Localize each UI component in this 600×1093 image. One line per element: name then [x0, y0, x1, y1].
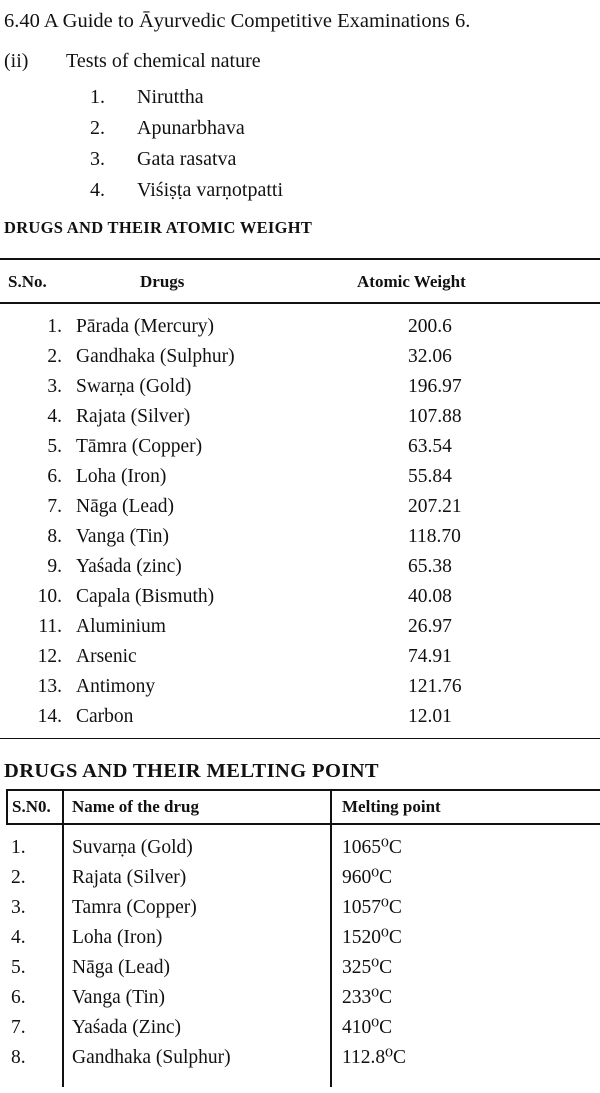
melting-point-title: DRUGS AND THEIR MELTING POINT	[4, 760, 379, 782]
row-number: 4.	[11, 927, 26, 948]
drug-name: Loha (Iron)	[63, 923, 331, 953]
atomic-weight: 196.97	[408, 376, 462, 397]
table-cell-spacer	[7, 1073, 63, 1087]
atomic-weight: 65.38	[408, 556, 452, 577]
table-row	[0, 492, 600, 522]
table-row	[7, 1013, 600, 1043]
table-row	[0, 702, 600, 732]
table-row	[0, 462, 600, 492]
table2-header-sno: S.N0.	[7, 790, 63, 824]
melting-point-table	[6, 789, 600, 1087]
melting-point: 1057⁰C	[331, 893, 600, 923]
atomic-weight: 63.54	[408, 436, 452, 457]
row-number: 5.	[47, 436, 62, 457]
atomic-weight: 32.06	[408, 346, 452, 367]
drug-name: Capala (Bismuth)	[76, 586, 215, 607]
atomic-weight: 118.70	[408, 526, 461, 547]
drug-name: Carbon	[76, 706, 134, 727]
table-row	[0, 552, 600, 582]
atomic-weight: 121.76	[408, 676, 462, 697]
table-row	[7, 893, 600, 923]
row-number: 7.	[11, 1017, 26, 1038]
melting-point: 325⁰C	[331, 953, 600, 983]
table1-bottom-rule	[0, 738, 600, 739]
melting-point: 1520⁰C	[331, 923, 600, 953]
row-number: 11.	[38, 616, 62, 637]
drug-name: Rajata (Silver)	[76, 406, 191, 427]
row-number: 1.	[47, 316, 62, 337]
atomic-weight: 55.84	[408, 466, 452, 487]
table1-top-rule	[0, 258, 600, 260]
drug-name: Suvarṇa (Gold)	[63, 824, 331, 863]
table-row	[0, 582, 600, 612]
table-row	[7, 953, 600, 983]
atomic-weight-title: DRUGS AND THEIR ATOMIC WEIGHT	[4, 218, 313, 237]
row-number: 4.	[47, 406, 62, 427]
melting-point: 1065⁰C	[331, 824, 600, 863]
row-number: 8.	[47, 526, 62, 547]
row-number: 3.	[47, 376, 62, 397]
drug-name: Antimony	[76, 676, 156, 697]
table1-header-sno: S.No.	[8, 272, 47, 291]
row-number: 14.	[37, 706, 62, 727]
table-row	[0, 342, 600, 372]
list-item-text: Apunarbhava	[137, 117, 245, 139]
row-number: 6.	[47, 466, 62, 487]
drug-name: Arsenic	[76, 646, 137, 667]
list-item-text: Niruttha	[137, 86, 204, 108]
atomic-weight: 207.21	[408, 496, 462, 517]
row-number: 3.	[11, 897, 26, 918]
melting-point: 233⁰C	[331, 983, 600, 1013]
melting-point: 410⁰C	[331, 1013, 600, 1043]
atomic-weight: 26.97	[408, 616, 452, 637]
atomic-weight: 74.91	[408, 646, 452, 667]
table-row	[0, 522, 600, 552]
drug-name: Gandhaka (Sulphur)	[63, 1043, 331, 1073]
row-number: 10.	[37, 586, 62, 607]
row-number: 1.	[11, 837, 26, 858]
list-item-number: 1.	[90, 86, 105, 108]
table2-header-mp: Melting point	[331, 790, 600, 824]
atomic-weight-table	[0, 312, 600, 732]
drug-name: Nāga (Lead)	[76, 496, 174, 517]
row-number: 2.	[11, 867, 26, 888]
table1-header-drugs: Drugs	[140, 272, 185, 291]
list-item-text: Viśiṣṭa varṇotpatti	[137, 179, 283, 201]
table-row	[0, 672, 600, 702]
drug-name: Rajata (Silver)	[63, 863, 331, 893]
drug-name: Swarṇa (Gold)	[76, 376, 192, 397]
atomic-weight: 107.88	[408, 406, 462, 427]
table-row	[7, 923, 600, 953]
table-row	[0, 372, 600, 402]
page-header: 6.40 A Guide to Āyurvedic Competitive Examinations 6.	[4, 10, 471, 32]
table-row	[0, 612, 600, 642]
table-cell-spacer	[63, 1073, 331, 1087]
table1-header-weight: Atomic Weight	[357, 272, 466, 291]
atomic-weight: 200.6	[408, 316, 452, 337]
table-row	[0, 402, 600, 432]
table-cell-spacer	[331, 1073, 600, 1087]
table2-header-name: Name of the drug	[63, 790, 331, 824]
drug-name: Nāga (Lead)	[63, 953, 331, 983]
drug-name: Vanga (Tin)	[76, 526, 169, 547]
melting-point: 960⁰C	[331, 863, 600, 893]
tests-title: Tests of chemical nature	[66, 50, 261, 72]
melting-point: 112.8⁰C	[331, 1043, 600, 1073]
table-row	[0, 432, 600, 462]
atomic-weight: 12.01	[408, 706, 452, 727]
table1-header-rule	[0, 302, 600, 304]
row-number: 2.	[47, 346, 62, 367]
row-number: 5.	[11, 957, 26, 978]
row-number: 12.	[37, 646, 62, 667]
list-item-number: 4.	[90, 179, 105, 201]
drug-name: Aluminium	[76, 616, 166, 637]
tests-number: (ii)	[4, 50, 29, 72]
tests-heading	[4, 50, 261, 73]
row-number: 8.	[11, 1047, 26, 1068]
list-item-number: 2.	[90, 117, 105, 139]
table-row	[7, 983, 600, 1013]
row-number: 6.	[11, 987, 26, 1008]
list-item-number: 3.	[90, 148, 105, 170]
drug-name: Tāmra (Copper)	[76, 436, 203, 457]
drug-name: Gandhaka (Sulphur)	[76, 346, 235, 367]
table-row	[0, 312, 600, 342]
table-row	[7, 824, 600, 863]
drug-name: Pārada (Mercury)	[76, 316, 215, 337]
list-item-text: Gata rasatva	[137, 148, 237, 170]
row-number: 13.	[37, 676, 62, 697]
table-row	[7, 1043, 600, 1073]
drug-name: Vanga (Tin)	[63, 983, 331, 1013]
table-row	[0, 642, 600, 672]
table-row	[7, 863, 600, 893]
atomic-weight: 40.08	[408, 586, 452, 607]
drug-name: Yaśada (zinc)	[76, 556, 182, 577]
row-number: 7.	[47, 496, 62, 517]
drug-name: Loha (Iron)	[76, 466, 167, 487]
drug-name: Yaśada (Zinc)	[63, 1013, 331, 1043]
drug-name: Tamra (Copper)	[63, 893, 331, 923]
table-row-spacer	[7, 1073, 600, 1087]
row-number: 9.	[47, 556, 62, 577]
